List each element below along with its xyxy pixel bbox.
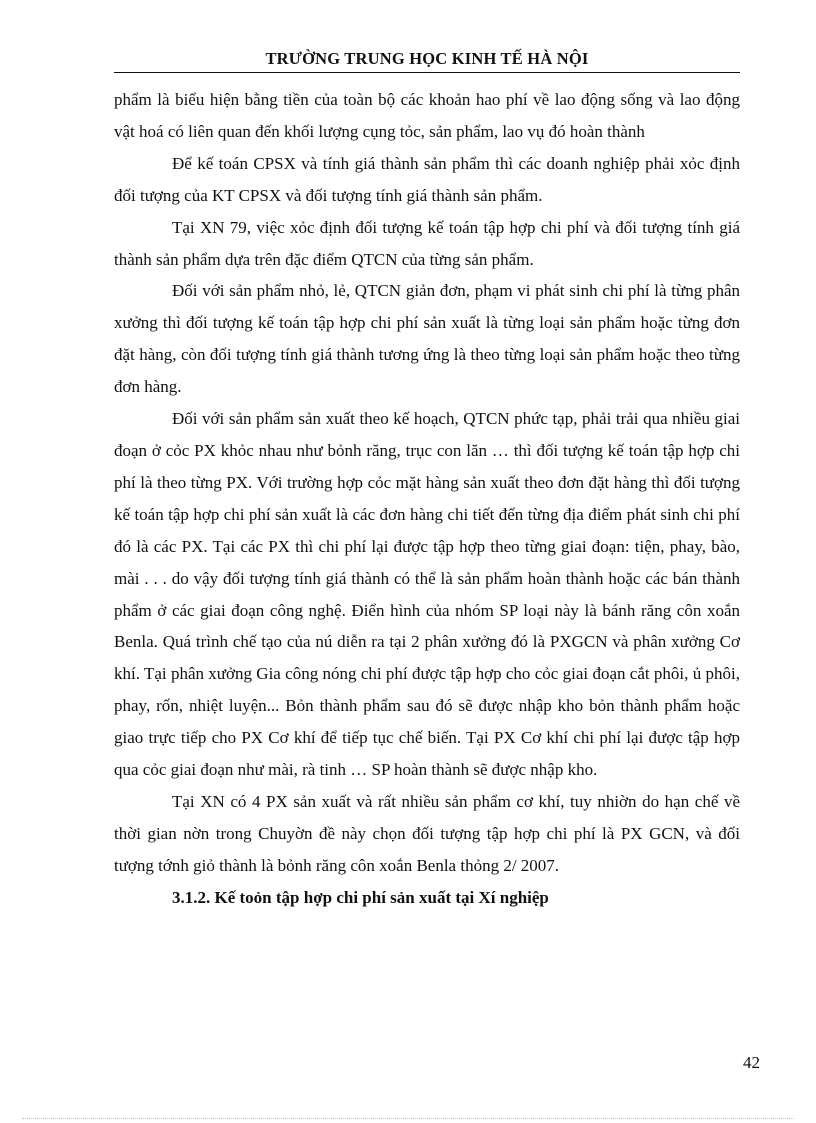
header-divider bbox=[114, 72, 740, 73]
paragraph: Đối với sản phẩm nhỏ, lẻ, QTCN giản đơn, phạm vi phát sinh chi phí là từng phân xưởng thì đối tượng kế toán tập hợp chi phí sản xuất là từng loại sản phẩm hoặc từng đơn đặt hàng, còn đối tượng tính giá thành tương ứng là theo từng loại sản phẩm hoặc theo từng đơn hàng. bbox=[114, 281, 740, 397]
paragraph: Tại XN có 4 PX sản xuất và rất nhiều sản phẩm cơ khí, tuy nhiờn do hạn chế về thời gian nờn trong Chuyờn đề này chọn đối tượng tập hợp chi phí là PX GCN, và đối tượng tớnh giỏ thành là bỏnh răng côn xoắn Benla thỏng 2/ 2007. bbox=[114, 791, 740, 875]
page-bottom-divider bbox=[22, 1118, 794, 1119]
paragraph: Tại XN 79, việc xỏc định đối tượng kế toán tập hợp chi phí và đối tượng tính giá thành sản phẩm dựa trên đặc điểm QTCN của từng sản phẩm. bbox=[114, 217, 740, 269]
page-number: 42 bbox=[743, 1053, 760, 1072]
paragraph: Đối với sản phẩm sản xuất theo kế hoạch, QTCN phức tạp, phải trải qua nhiều giai đoạn ở cỏc PX khỏc nhau như bỏnh răng, trục con lăn … thì đối tượng kế toán tập hợp chi phí là theo từng PX. Với trường hợp cỏc mặt hàng sản xuất theo đơn đặt hàng thì đối tượng kế toán tập hợp chi phí sản xuất là các đơn hàng chi tiết đến từng địa điểm phát sinh chi phí đó là các PX. Tại các PX thì chi phí lại được tập hợp theo từng giai đoạn: tiện, phay, bào, mài . . . do vậy đối tượng tính giá thành có thể là sản phẩm hoàn thành hoặc các bán thành phẩm ở các giai đoạn công nghệ. Điển hình của nhóm SP loại này là bánh răng côn xoắn Benla. Quá trình chế tạo của nú diễn ra tại 2 phân xưởng đó là PXGCN và phân xưởng Cơ khí. Tại phân xưởng Gia công nóng chi phí được tập hợp cho cỏc giai đoạn cắt phôi, ủ phôi, phay, rốn, nhiệt luyện... Bỏn thành phẩm sau đó sẽ được nhập kho bỏn thành phẩm hoặc giao trực tiếp cho PX Cơ khí để tiếp tục chế biến. Tại PX Cơ khí chi phí lại được tập hợp qua cỏc giai đoạn như mài, rà tinh … SP hoàn thành sẽ được nhập kho. bbox=[114, 409, 740, 780]
section-heading: 3.1.2. Kế toỏn tập hợp chi phí sản xuất tại Xí nghiệp bbox=[172, 887, 549, 907]
paragraph-continuation: phẩm là biểu hiện bằng tiền của toàn bộ các khoản hao phí về lao động sống và lao động vật hoá có liên quan đến khối lượng cụng tỏc, sản phẩm, lao vụ đó hoàn thành bbox=[114, 90, 740, 141]
page-header-title: TRƯỜNG TRUNG HỌC KINH TẾ HÀ NỘI bbox=[265, 49, 589, 68]
paragraph: Để kế toán CPSX và tính giá thành sản phẩm thì các doanh nghiệp phải xỏc định đối tượng của KT CPSX và đối tượng tính giá thành sản phẩm. bbox=[114, 153, 740, 205]
body-text bbox=[114, 84, 740, 914]
